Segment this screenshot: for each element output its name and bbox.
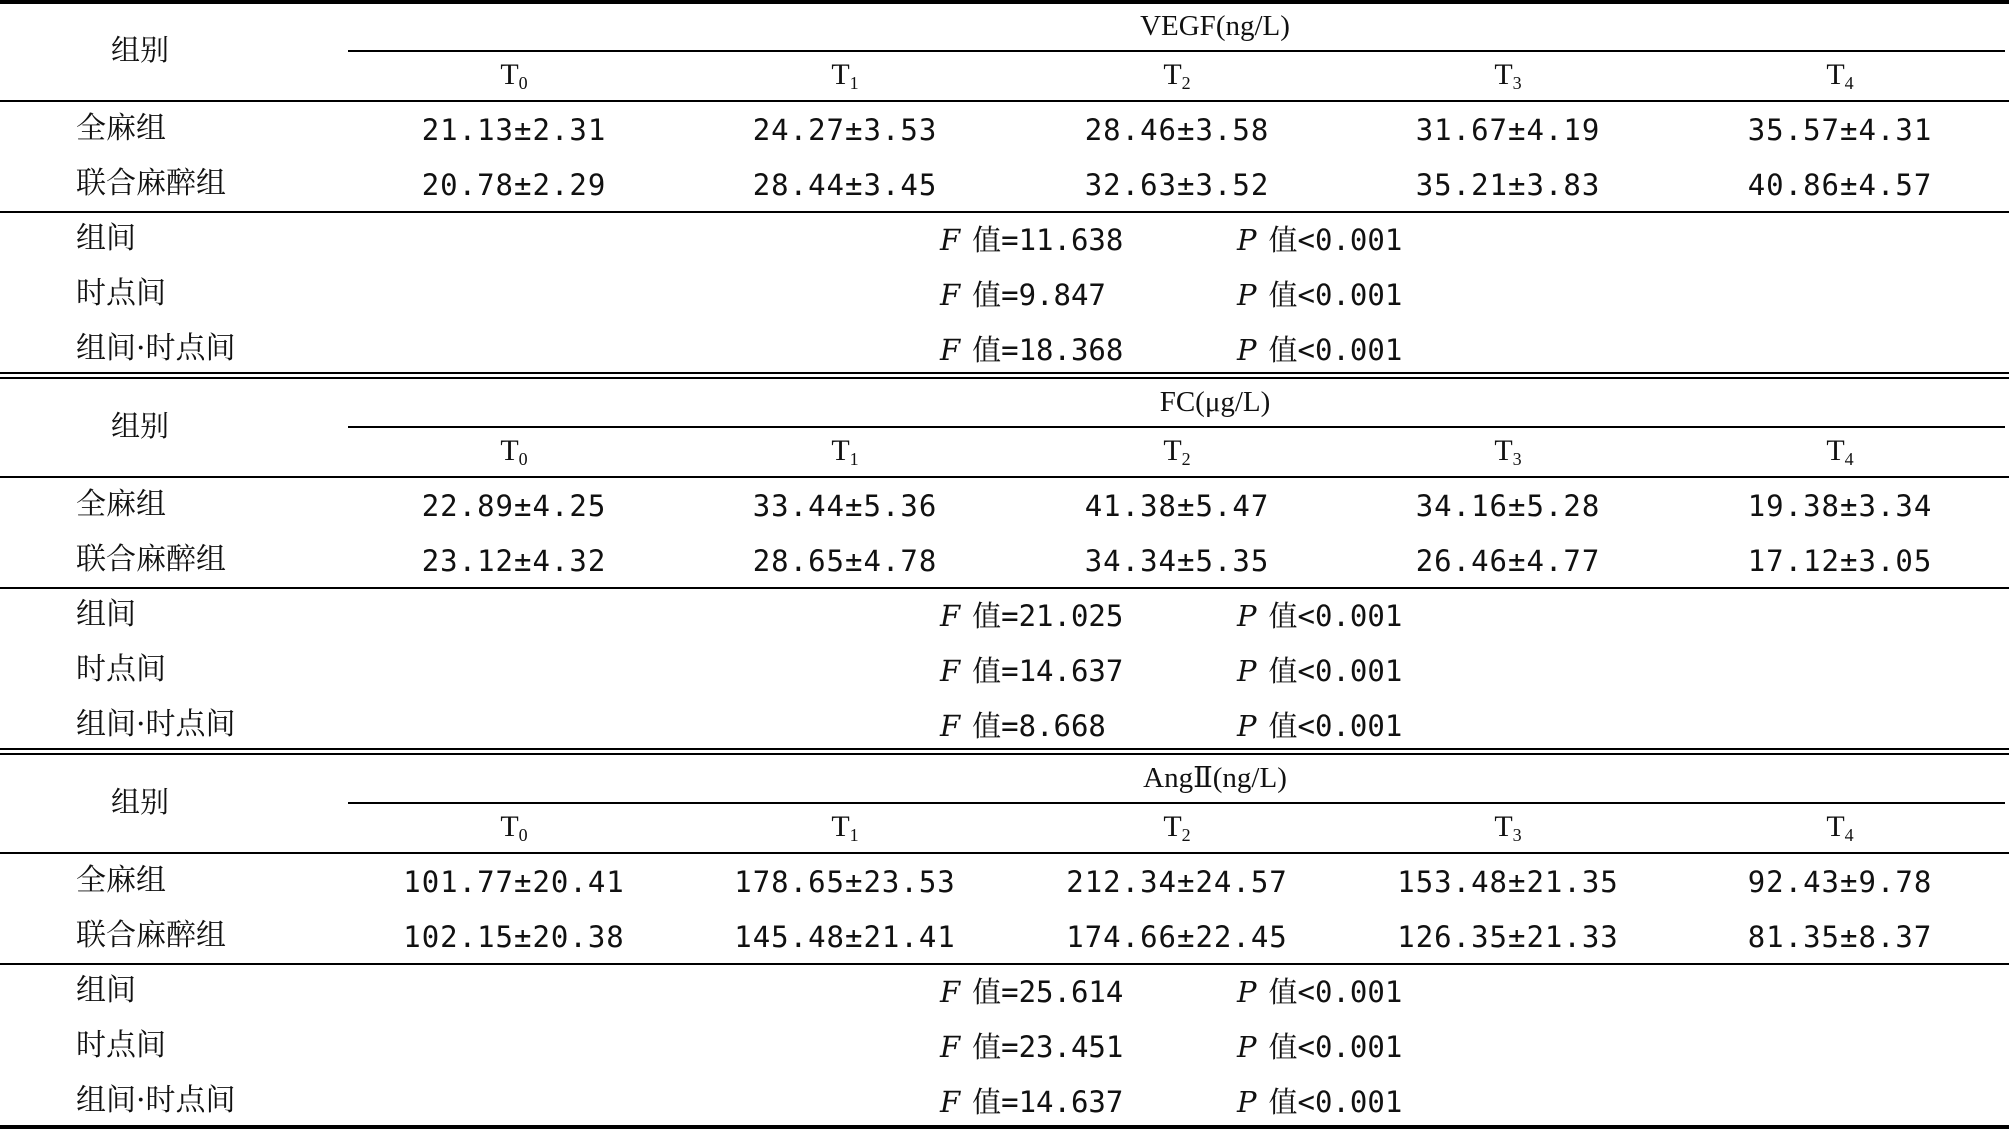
cell-value: 31.67±4.19 [1415, 113, 1601, 147]
f-value: 值=25.614 [972, 975, 1124, 1009]
timepoint-letter: T [1826, 434, 1845, 467]
header-rule [0, 100, 2009, 102]
p-value: 值<0.001 [1268, 1030, 1403, 1064]
cell-value: 101.77±20.41 [403, 865, 625, 899]
section-double-rule-bottom [0, 377, 2009, 379]
timepoint-letter: T [1494, 434, 1513, 467]
group-column-header: 组别 [110, 409, 170, 443]
cell-value: 26.46±4.77 [1415, 544, 1601, 578]
p-symbol: P [1237, 1030, 1257, 1064]
measure-title: FC(μg/L) [1159, 386, 1271, 418]
header-rule [0, 852, 2009, 854]
cell-value: 35.57±4.31 [1747, 113, 1933, 147]
cell-value: 92.43±9.78 [1747, 865, 1933, 899]
timepoint-header [1494, 436, 1521, 468]
cell-value: 20.78±2.29 [421, 168, 607, 202]
p-value: 值<0.001 [1268, 599, 1403, 633]
p-symbol: P [1237, 278, 1257, 312]
p-symbol: P [1237, 333, 1257, 367]
cell-value: 174.66±22.45 [1066, 920, 1288, 954]
bottom-rule [0, 1125, 2009, 1129]
measure-underline [348, 802, 2005, 804]
timepoint-subscript: 1 [849, 825, 859, 845]
cell-value: 28.65±4.78 [752, 544, 938, 578]
timepoint-letter: T [831, 810, 850, 843]
cell-value: 35.21±3.83 [1415, 168, 1601, 202]
f-symbol: F [940, 1030, 961, 1064]
cell-value: 33.44±5.36 [752, 489, 938, 523]
cell-value: 34.34±5.35 [1084, 544, 1270, 578]
cell-value: 17.12±3.05 [1747, 544, 1933, 578]
section-double-rule-bottom [0, 753, 2009, 755]
cell-value: 41.38±5.47 [1084, 489, 1270, 523]
group-column-header: 组别 [110, 785, 170, 819]
p-value: 值<0.001 [1268, 1085, 1403, 1119]
top-rule [0, 0, 2009, 4]
p-symbol: P [1237, 223, 1257, 257]
f-statistic [940, 654, 1124, 688]
timepoint-subscript: 4 [1844, 825, 1854, 845]
f-symbol: F [940, 654, 961, 688]
timepoint-header [1826, 436, 1853, 468]
stat-label: 时点间 [76, 276, 166, 311]
f-value: 值=18.368 [972, 333, 1124, 367]
f-statistic [940, 333, 1124, 367]
f-value: 值=9.847 [972, 278, 1106, 312]
cell-value: 40.86±4.57 [1747, 168, 1933, 202]
timepoint-letter: T [500, 434, 519, 467]
timepoint-subscript: 1 [849, 449, 859, 469]
f-value: 值=8.668 [972, 709, 1106, 743]
p-statistic [1237, 654, 1403, 688]
stat-label: 组间 [76, 973, 136, 1008]
f-statistic [940, 1085, 1124, 1119]
cell-value: 81.35±8.37 [1747, 920, 1933, 954]
f-value: 值=14.637 [972, 1085, 1124, 1119]
timepoint-letter: T [1826, 810, 1845, 843]
timepoint-header [831, 812, 858, 844]
cell-value: 212.34±24.57 [1066, 865, 1288, 899]
f-value: 值=14.637 [972, 654, 1124, 688]
group-name: 全麻组 [76, 487, 166, 522]
p-symbol: P [1237, 1085, 1257, 1119]
timepoint-subscript: 1 [849, 73, 859, 93]
timepoint-header [1163, 436, 1190, 468]
timepoint-subscript: 4 [1844, 73, 1854, 93]
cell-value: 28.46±3.58 [1084, 113, 1270, 147]
cell-value: 24.27±3.53 [752, 113, 938, 147]
group-name: 联合麻醉组 [76, 542, 226, 577]
timepoint-subscript: 0 [518, 449, 528, 469]
f-value: 值=21.025 [972, 599, 1124, 633]
timepoint-subscript: 2 [1181, 449, 1191, 469]
p-statistic [1237, 1085, 1403, 1119]
f-symbol: F [940, 599, 961, 633]
f-statistic [940, 709, 1106, 743]
timepoint-subscript: 2 [1181, 73, 1191, 93]
f-symbol: F [940, 333, 961, 367]
p-value: 值<0.001 [1268, 975, 1403, 1009]
p-statistic [1237, 333, 1403, 367]
timepoint-header [1494, 812, 1521, 844]
p-value: 值<0.001 [1268, 709, 1403, 743]
p-statistic [1237, 223, 1403, 257]
timepoint-letter: T [1163, 58, 1182, 91]
p-statistic [1237, 1030, 1403, 1064]
timepoint-header [1494, 60, 1521, 92]
group-name: 全麻组 [76, 111, 166, 146]
cell-value: 28.44±3.45 [752, 168, 938, 202]
f-statistic [940, 1030, 1124, 1064]
f-statistic [940, 975, 1124, 1009]
cell-value: 19.38±3.34 [1747, 489, 1933, 523]
group-column-header: 组别 [110, 33, 170, 67]
p-statistic [1237, 975, 1403, 1009]
timepoint-letter: T [1826, 58, 1845, 91]
timepoint-header [500, 436, 527, 468]
f-statistic [940, 278, 1106, 312]
cell-value: 145.48±21.41 [734, 920, 956, 954]
stat-label: 组间·时点间 [76, 1083, 236, 1118]
data-rule [0, 963, 2009, 965]
p-symbol: P [1237, 975, 1257, 1009]
header-rule [0, 476, 2009, 478]
stat-label: 组间·时点间 [76, 707, 236, 742]
group-name: 全麻组 [76, 863, 166, 898]
cell-value: 23.12±4.32 [421, 544, 607, 578]
stat-label: 时点间 [76, 1028, 166, 1063]
cell-value: 178.65±23.53 [734, 865, 956, 899]
cell-value: 102.15±20.38 [403, 920, 625, 954]
timepoint-header [831, 436, 858, 468]
p-symbol: P [1237, 709, 1257, 743]
f-symbol: F [940, 278, 961, 312]
f-value: 值=11.638 [972, 223, 1124, 257]
stat-label: 组间 [76, 221, 136, 256]
group-name: 联合麻醉组 [76, 166, 226, 201]
stat-label: 组间·时点间 [76, 331, 236, 366]
f-symbol: F [940, 223, 961, 257]
timepoint-header [1826, 60, 1853, 92]
p-value: 值<0.001 [1268, 278, 1403, 312]
timepoint-header [1826, 812, 1853, 844]
timepoint-letter: T [831, 434, 850, 467]
p-value: 值<0.001 [1268, 654, 1403, 688]
timepoint-header [500, 60, 527, 92]
timepoint-subscript: 3 [1512, 73, 1522, 93]
timepoint-letter: T [500, 58, 519, 91]
timepoint-header [500, 812, 527, 844]
group-name: 联合麻醉组 [76, 918, 226, 953]
measure-title: VEGF(ng/L) [1140, 10, 1290, 42]
f-symbol: F [940, 1085, 961, 1119]
timepoint-letter: T [1163, 810, 1182, 843]
measure-underline [348, 50, 2005, 52]
timepoint-subscript: 0 [518, 73, 528, 93]
timepoint-letter: T [1494, 58, 1513, 91]
p-statistic [1237, 599, 1403, 633]
cell-value: 21.13±2.31 [421, 113, 607, 147]
section-double-rule-top [0, 748, 2009, 750]
timepoint-header [1163, 812, 1190, 844]
measure-title: AngⅡ(ng/L) [1143, 762, 1287, 794]
timepoint-subscript: 3 [1512, 449, 1522, 469]
timepoint-header [1163, 60, 1190, 92]
timepoint-subscript: 4 [1844, 449, 1854, 469]
section-double-rule-top [0, 372, 2009, 374]
cell-value: 32.63±3.52 [1084, 168, 1270, 202]
p-statistic [1237, 278, 1403, 312]
p-symbol: P [1237, 599, 1257, 633]
f-statistic [940, 599, 1124, 633]
measure-underline [348, 426, 2005, 428]
timepoint-header [831, 60, 858, 92]
timepoint-letter: T [831, 58, 850, 91]
p-value: 值<0.001 [1268, 223, 1403, 257]
timepoint-letter: T [1163, 434, 1182, 467]
stat-label: 组间 [76, 597, 136, 632]
p-value: 值<0.001 [1268, 333, 1403, 367]
cell-value: 153.48±21.35 [1397, 865, 1619, 899]
cell-value: 34.16±5.28 [1415, 489, 1601, 523]
timepoint-subscript: 2 [1181, 825, 1191, 845]
cell-value: 22.89±4.25 [421, 489, 607, 523]
timepoint-subscript: 0 [518, 825, 528, 845]
f-value: 值=23.451 [972, 1030, 1124, 1064]
cell-value: 126.35±21.33 [1397, 920, 1619, 954]
f-statistic [940, 223, 1124, 257]
p-symbol: P [1237, 654, 1257, 688]
data-rule [0, 587, 2009, 589]
timepoint-subscript: 3 [1512, 825, 1522, 845]
p-statistic [1237, 709, 1403, 743]
f-symbol: F [940, 709, 961, 743]
timepoint-letter: T [1494, 810, 1513, 843]
stat-label: 时点间 [76, 652, 166, 687]
data-rule [0, 211, 2009, 213]
timepoint-letter: T [500, 810, 519, 843]
f-symbol: F [940, 975, 961, 1009]
